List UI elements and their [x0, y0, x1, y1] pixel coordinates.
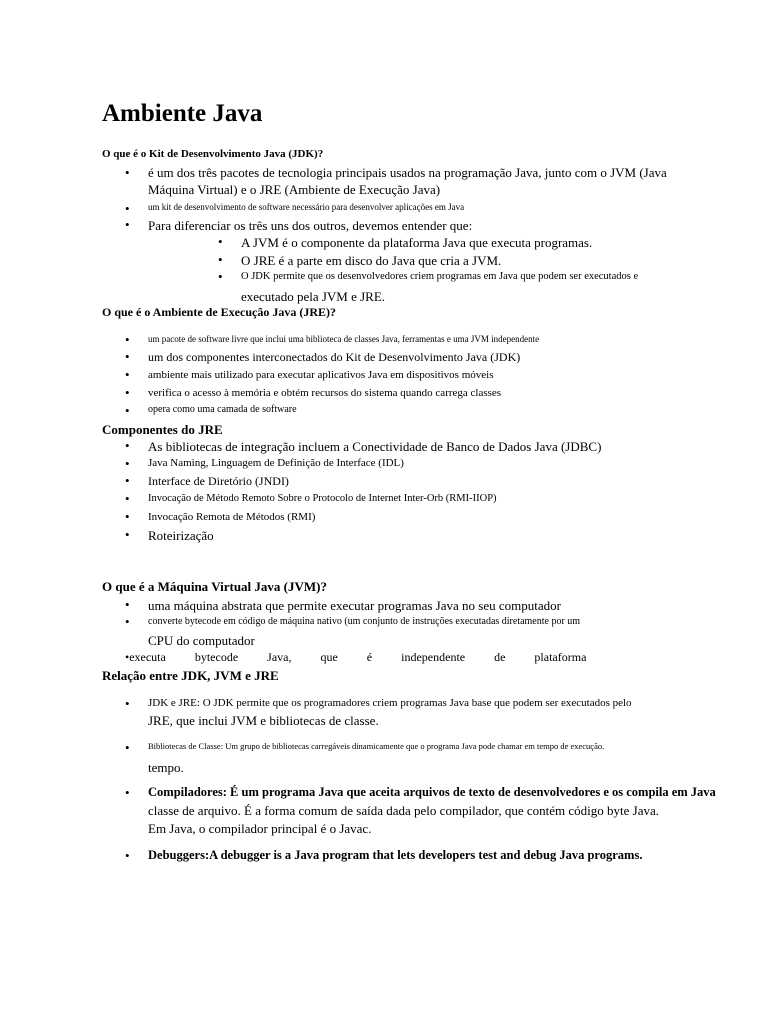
page-title: Ambiente Java: [102, 100, 263, 127]
relation-bullet-2-line-1: Bibliotecas de Classe: Um grupo de bibliotecas carregáveis dinamicamente que o programa Java pode chamar em tempo de execução.: [148, 741, 605, 751]
jre-bullet-1: um pacote de software livre que inclui uma biblioteca de classes Java, ferramentas e uma JVM independente: [148, 334, 540, 344]
bullet-glyph: •: [125, 349, 130, 364]
bullet-glyph: •: [125, 385, 130, 400]
bullet-glyph: •: [218, 252, 223, 267]
components-bullet-1: As bibliotecas de integração incluem a Conectividade de Banco de Dados Java (JDBC): [148, 439, 602, 454]
bullet-glyph: •: [125, 438, 130, 453]
relation-heading: Relação entre JDK, JVM e JRE: [102, 668, 279, 683]
bullet-glyph: •: [125, 740, 130, 755]
relation-bullet-1-line-2: JRE, que inclui JVM e bibliotecas de classe.: [148, 713, 379, 728]
bullet-glyph: •: [125, 217, 130, 232]
bullet-glyph: •: [125, 696, 130, 711]
jdk-sub-bullet-1: A JVM é o componente da plataforma Java que executa programas.: [241, 235, 593, 250]
relation-bullet-4: Debuggers:A debugger is a Java program that lets developers test and debug Java programs.: [148, 848, 643, 862]
components-bullet-5: Invocação Remota de Métodos (RMI): [148, 511, 316, 523]
bullet-glyph: •: [125, 473, 130, 488]
bullet-glyph: •: [125, 491, 130, 506]
relation-bullet-3-line-2: classe de arquivo. É a forma comum de saída dada pelo compilador, que contém código byte Java.: [148, 803, 659, 818]
jvm-bullet-2-line-1: converte bytecode em código de máquina nativo (um conjunto de instruções executadas diretamente por um: [148, 616, 581, 627]
bullet-glyph: •: [125, 785, 130, 800]
jre-bullet-5: opera como uma camada de software: [148, 404, 297, 415]
components-heading: Componentes do JRE: [102, 422, 223, 437]
jvm-heading: O que é a Máquina Virtual Java (JVM)?: [102, 579, 327, 594]
relation-bullet-2-line-2: tempo.: [148, 760, 184, 775]
jdk-sub-bullet-3-line-2: executado pela JVM e JRE.: [241, 289, 386, 304]
components-bullet-4: Invocação de Método Remoto Sobre o Protocolo de Internet Inter-Orb (RMI-IIOP): [148, 493, 497, 504]
jdk-sub-bullet-3-line-1: O JDK permite que os desenvolvedores criem programas em Java que podem ser executados e: [241, 271, 639, 282]
jdk-bullet-1-line-2: Máquina Virtual) e o JRE (Ambiente de Execução Java): [148, 182, 441, 197]
bullet-glyph: •: [125, 201, 130, 216]
jre-bullet-4: verifica o acesso à memória e obtém recursos do sistema quando carrega classes: [148, 387, 502, 399]
bullet-glyph: •: [125, 848, 130, 863]
relation-bullet-1-line-1: JDK e JRE: O JDK permite que os programadores criem programas Java base que podem ser executados pelo: [148, 697, 632, 709]
jvm-bullet-1: uma máquina abstrata que permite executar programas Java no seu computador: [148, 598, 561, 613]
bullet-glyph: •: [218, 234, 223, 249]
bullet-glyph: •: [125, 509, 130, 524]
bullet-glyph: •: [125, 165, 130, 180]
jre-bullet-2: um dos componentes interconectados do Kit de Desenvolvimento Java (JDK): [148, 350, 521, 364]
relation-bullet-3-line-3: Em Java, o compilador principal é o Javac.: [148, 821, 372, 836]
bullet-glyph: •: [218, 269, 223, 284]
relation-bullet-3-line-1: Compiladores: É um programa Java que aceita arquivos de texto de desenvolvedores e os compila em Java: [148, 785, 716, 799]
jre-bullet-3: ambiente mais utilizado para executar aplicativos Java em dispositivos móveis: [148, 369, 494, 381]
jdk-sub-bullet-2: O JRE é a parte em disco do Java que cria a JVM.: [241, 253, 502, 268]
components-bullet-6: Roteirização: [148, 528, 214, 543]
jvm-bullet-3: •executa bytecode Java, que é independente de plataforma: [125, 650, 587, 664]
bullet-glyph: •: [125, 527, 130, 542]
bullet-glyph: •: [125, 403, 130, 418]
bullet-glyph: •: [125, 367, 130, 382]
jvm-bullet-2-line-2: CPU do computador: [148, 633, 255, 648]
bullet-glyph: •: [125, 456, 130, 471]
components-bullet-3: Interface de Diretório (JNDI): [148, 474, 289, 488]
bullet-glyph: •: [125, 332, 130, 347]
jdk-bullet-2: um kit de desenvolvimento de software necessário para desenvolver aplicações em Java: [148, 202, 465, 212]
components-bullet-2: Java Naming, Linguagem de Definição de Interface (IDL): [148, 457, 404, 469]
jdk-bullet-1-line-1: é um dos três pacotes de tecnologia principais usados na programação Java, junto com o JVM (Java: [148, 165, 667, 180]
bullet-glyph: •: [125, 614, 130, 629]
jre-heading: O que é o Ambiente de Execução Java (JRE)?: [102, 305, 336, 319]
jdk-bullet-3: Para diferenciar os três uns dos outros, devemos entender que:: [148, 218, 473, 233]
bullet-glyph: •: [125, 597, 130, 612]
jdk-heading: O que é o Kit de Desenvolvimento Java (JDK)?: [102, 148, 324, 160]
